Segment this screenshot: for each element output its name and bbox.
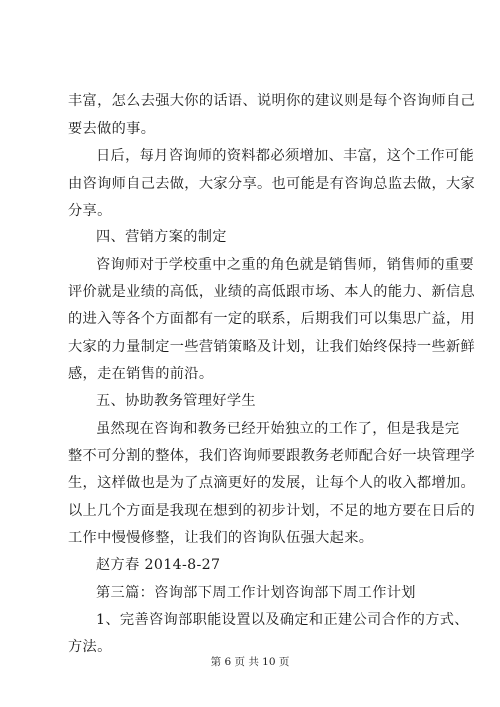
- section-heading: 四、营销方案的制定: [96, 229, 227, 245]
- text-line: 评价就是业绩的高低，业绩的高低跟市场、本人的能力、新信息: [68, 284, 476, 300]
- text-line: 大家的力量制定一些营销策略及计划，让我们始终保持一些新鲜: [68, 339, 476, 355]
- text-line: 虽然现在咨询和教务已经开始独立的工作了，但是我是完: [96, 421, 460, 437]
- text-line: 整不可分割的整体，我们咨询师要跟教务老师配合好一块管理学: [68, 448, 476, 464]
- text-line: 以上几个方面是我现在想到的初步计划，不足的地方要在日后的: [68, 503, 476, 519]
- text-line: 分享。: [68, 203, 112, 219]
- text-line: 的进入等各个方面都有一定的联系，后期我们可以集思广益，用: [68, 311, 476, 327]
- text-line: 方法。: [68, 639, 112, 655]
- text-line: 由咨询师自己去做，大家分享。也可能是有咨询总监去做，大家: [68, 176, 476, 192]
- text-line: 要去做的事。: [68, 121, 156, 137]
- text-line: 1、完善咨询部职能设置以及确定和正建公司合作的方式、: [96, 612, 469, 628]
- signature-date: 赵方春 2014-8-27: [96, 557, 221, 573]
- text-line: 咨询师对于学校重中之重的角色就是销售师，销售师的重要: [96, 257, 474, 273]
- section-heading: 五、协助教务管理好学生: [96, 393, 256, 409]
- text-line: 感，走在销售的前沿。: [68, 366, 214, 382]
- text-line: 工作中慢慢修整，让我们的咨询队伍强大起来。: [68, 530, 374, 546]
- text-line: 生，这样做也是为了点滴更好的发展，让每个人的收入都增加。: [68, 475, 476, 491]
- section-title: 第三篇：咨询部下周工作计划咨询部下周工作计划: [96, 585, 416, 601]
- text-line: 丰富，怎么去强大你的话语、说明你的建议则是每个咨询师自己: [68, 93, 476, 109]
- page-footer: 第 6 页 共 10 页: [210, 656, 290, 668]
- text-line: 日后，每月咨询师的资料都必须增加、丰富，这个工作可能: [96, 148, 474, 164]
